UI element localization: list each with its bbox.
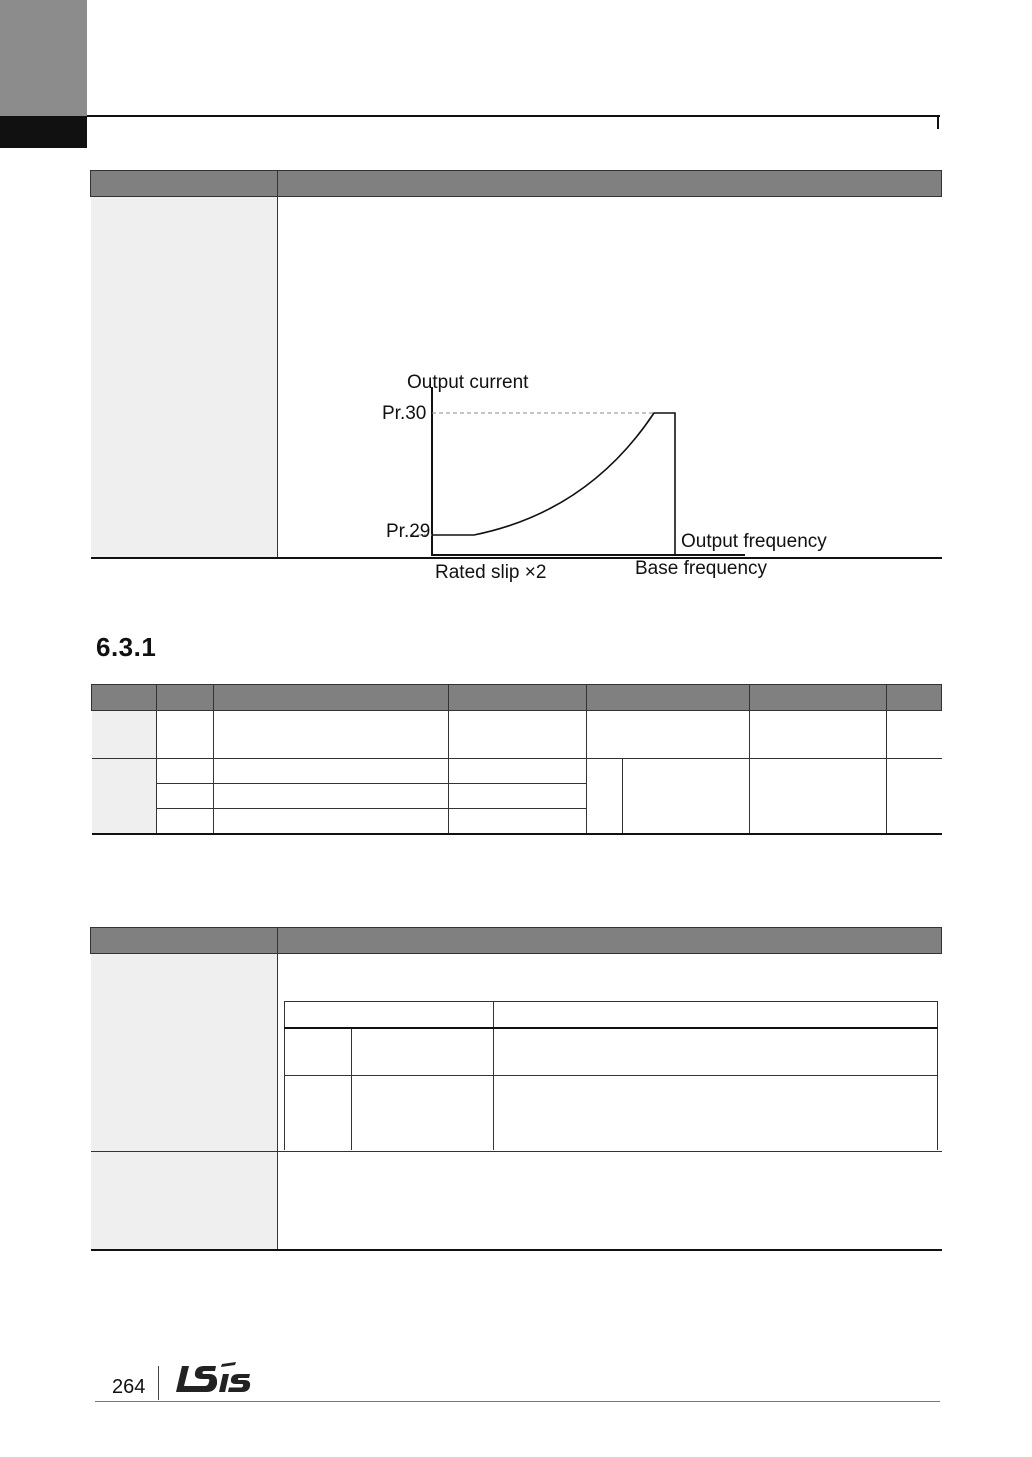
- header-cell: [157, 685, 214, 711]
- row-label-cell: [91, 1152, 278, 1250]
- header-cell: [214, 685, 449, 711]
- cell: [157, 784, 214, 809]
- header-cell: [91, 171, 278, 197]
- nested-cell: [285, 1002, 494, 1028]
- description-table-2: [90, 927, 942, 1251]
- header-rule: [87, 115, 940, 117]
- cell: [214, 711, 449, 759]
- cell: [587, 759, 623, 834]
- x-tick-base-frequency: Base frequency: [635, 558, 768, 579]
- nested-cell: [494, 1002, 938, 1028]
- header-cell: [278, 171, 942, 197]
- x-tick-rated-slip: Rated slip ×2: [435, 562, 547, 583]
- cell: [449, 711, 587, 759]
- cell: [214, 759, 449, 784]
- section-heading: 6.3.1: [96, 632, 157, 662]
- nested-row: [285, 1028, 938, 1076]
- cell: [157, 809, 214, 834]
- table-header-row: [91, 171, 942, 197]
- nested-header-row: [285, 1002, 938, 1028]
- chapter-tab-gray: [0, 0, 87, 116]
- header-cell: [278, 928, 942, 954]
- current-limit-curve: [432, 413, 675, 555]
- nested-cell: [285, 1076, 352, 1150]
- cell: [157, 759, 214, 784]
- cell: [587, 711, 750, 759]
- cell: [887, 759, 942, 834]
- page-number: 264: [112, 1376, 146, 1398]
- row-content-cell: [278, 197, 942, 583]
- table-header-row: [92, 685, 942, 711]
- header-cell: [587, 685, 750, 711]
- y-tick-pr30: Pr.30: [382, 403, 427, 424]
- cell: [623, 759, 750, 834]
- nested-cell: [285, 1028, 352, 1076]
- parameter-table: [91, 684, 942, 835]
- nested-cell: [352, 1028, 494, 1076]
- current-frequency-graph: [278, 197, 942, 583]
- row-content-cell: [278, 954, 942, 1152]
- y-tick-pr29: Pr.29: [386, 521, 431, 542]
- footer-rule: [95, 1401, 940, 1402]
- nested-cell: [494, 1028, 938, 1076]
- header-cell: [750, 685, 887, 711]
- header-rule-tick: [937, 115, 939, 129]
- cell: [750, 711, 887, 759]
- page-number-divider: [158, 1366, 159, 1400]
- header-cell: [91, 928, 278, 954]
- header-cell: [92, 685, 157, 711]
- table-row: [91, 954, 942, 1152]
- nested-cell: [352, 1076, 494, 1150]
- nested-row: [285, 1076, 938, 1150]
- chapter-tab-black: [0, 116, 87, 148]
- cell: [887, 711, 942, 759]
- group-cell: [92, 711, 157, 759]
- row-content-cell: [278, 1152, 942, 1250]
- x-axis-label: Output frequency: [681, 531, 827, 552]
- table-row: [91, 1152, 942, 1250]
- cell: [449, 759, 587, 784]
- table-row: [92, 711, 942, 759]
- table-row: [92, 759, 942, 784]
- lsis-logo: [176, 1362, 260, 1394]
- table-header-row: [91, 928, 942, 954]
- header-cell: [887, 685, 942, 711]
- row-label-cell: [91, 197, 278, 558]
- nested-cell: [494, 1076, 938, 1150]
- header-cell: [449, 685, 587, 711]
- group-cell: [92, 759, 157, 834]
- cell: [214, 784, 449, 809]
- table-row: [91, 197, 942, 558]
- nested-option-table: [284, 1001, 938, 1150]
- cell: [449, 784, 587, 809]
- cell: [449, 809, 587, 834]
- y-axis-label: Output current: [407, 372, 529, 393]
- description-table-1: [90, 170, 942, 583]
- cell: [157, 711, 214, 759]
- row-label-cell: [91, 954, 278, 1152]
- cell: [214, 809, 449, 834]
- cell: [750, 759, 887, 834]
